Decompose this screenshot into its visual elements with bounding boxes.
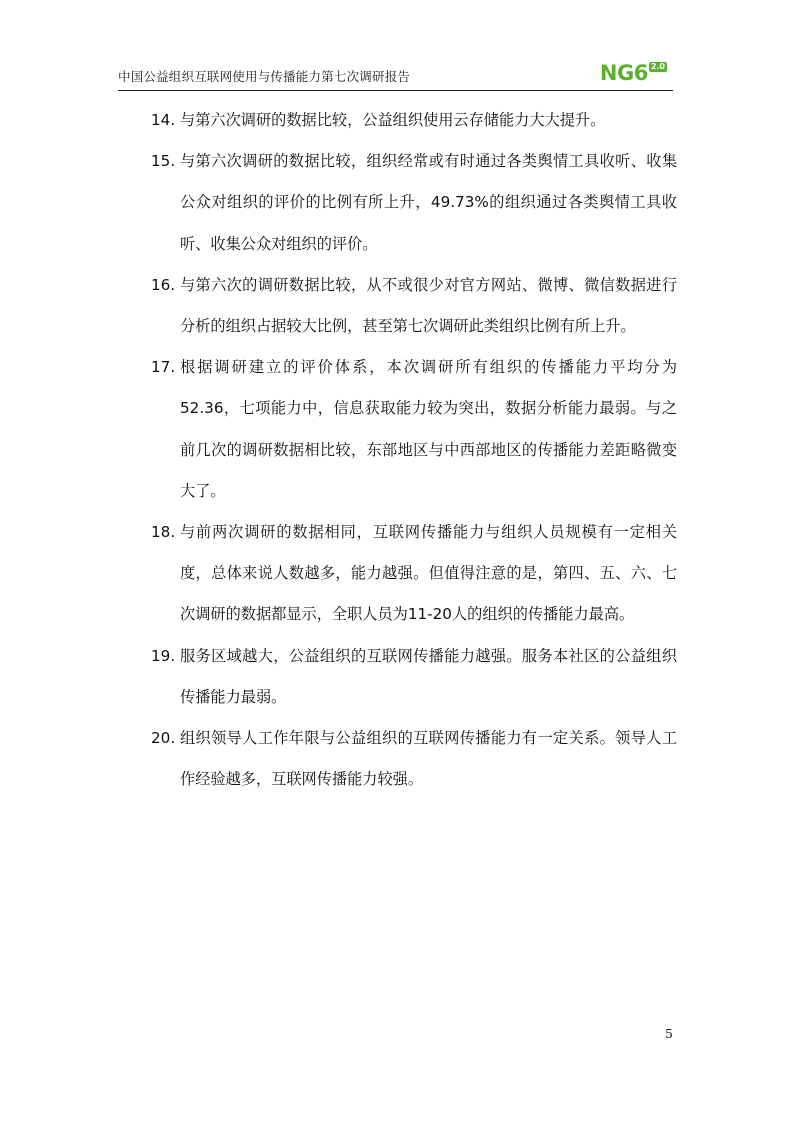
list-item [151, 100, 677, 141]
item-text: 服务区域越大，公益组织的互联网传播能力越强。服务本社区的公益组织传播能力最弱。 [180, 646, 677, 706]
item-text: 根据调研建立的评价体系，本次调研所有组织的传播能力平均分为52.36，七项能力中，信息获取能力较为突出，数据分析能力最弱。与之前几次的调研数据相比较，东部地区与中西部地区的传播能力差距略微变大了。 [180, 358, 677, 500]
list-item [151, 512, 677, 636]
page-header [118, 56, 673, 91]
item-text: 与前两次调研的数据相同，互联网传播能力与组织人员规模有一定相关度，总体来说人数越多，能力越强。但值得注意的是，第四、五、六、七次调研的数据都显示，全职人员为11-20人的组织的传播能力最高。 [180, 523, 677, 624]
list-item [151, 347, 677, 512]
list-item [151, 265, 677, 347]
logo-badge: 2.0 [650, 62, 665, 71]
item-number: 19. [151, 646, 176, 665]
header-title: 中国公益组织互联网使用与传播能力第七次调研报告 [118, 69, 411, 84]
item-text: 与第六次调研的数据比较，组织经常或有时通过各类舆情工具收听、收集公众对组织的评价的比例有所上升，49.73%的组织通过各类舆情工具收听、收集公众对组织的评价。 [180, 152, 677, 253]
page-number: 5 [665, 1026, 673, 1041]
item-text: 组织领导人工作年限与公益组织的互联网传播能力有一定关系。领导人工作经验越多，互联网传播能力较强。 [180, 729, 677, 789]
findings-list [151, 100, 677, 800]
list-item [151, 141, 677, 265]
item-number: 14. [151, 111, 176, 129]
item-number: 16. [151, 275, 176, 294]
list-item [151, 718, 677, 800]
item-number: 17. [151, 358, 176, 377]
list-item [151, 636, 677, 718]
item-number: 18. [151, 523, 176, 542]
logo-text: NG6 [599, 61, 648, 85]
item-number: 20. [151, 729, 176, 748]
item-text: 与第六次调研的数据比较，公益组织使用云存储能力大大提升。 [180, 111, 606, 129]
item-text: 与第六次的调研数据比较，从不或很少对官方网站、微博、微信数据进行分析的组织占据较大比例，甚至第七次调研此类组织比例有所上升。 [180, 275, 677, 336]
item-number: 15. [151, 152, 176, 171]
ngo-logo [600, 58, 667, 84]
